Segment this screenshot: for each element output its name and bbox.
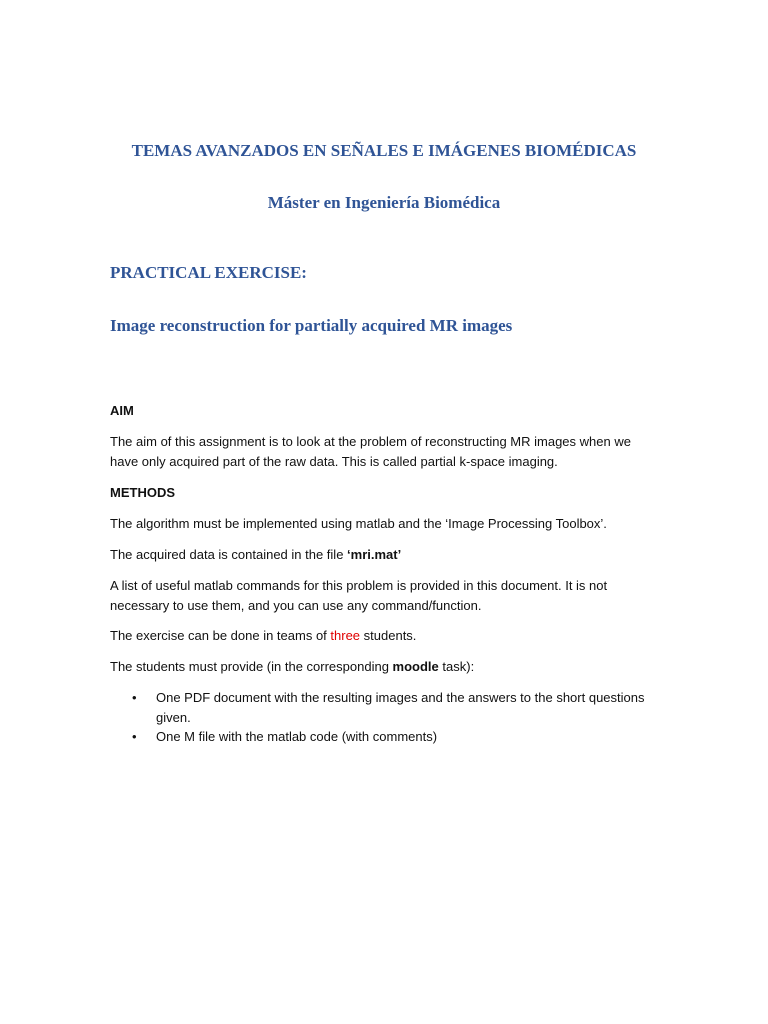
teams-count-highlight: three xyxy=(330,628,361,643)
teams-suffix: students. xyxy=(360,628,417,643)
methods-paragraph-toolbox: The algorithm must be implemented using matlab and the ‘Image Processing Toolbox’. xyxy=(110,516,607,531)
aim-heading: AIM xyxy=(110,403,134,418)
deliverables-prefix: The students must provide (in the corresponding xyxy=(110,659,393,674)
deliverables-suffix: task): xyxy=(438,659,475,674)
data-file-name: ‘mri.mat’ xyxy=(347,547,402,562)
teams-prefix: The exercise can be done in teams of xyxy=(110,628,331,643)
methods-paragraph-commands: A list of useful matlab commands for this problem is provided in this document. It is not necessary to use them, and you can use any command/function. xyxy=(110,578,608,613)
list-item xyxy=(132,688,652,728)
data-file-prefix: The acquired data is contained in the file xyxy=(110,547,348,562)
list-item-text: One PDF document with the resulting images and the answers to the short questions given. xyxy=(156,690,645,725)
bullet-icon: • xyxy=(132,729,137,744)
exercise-title: Image reconstruction for partially acquired MR images xyxy=(110,316,513,335)
methods-paragraph-data-file xyxy=(110,545,655,565)
methods-paragraph-teams xyxy=(110,626,655,646)
course-title: TEMAS AVANZADOS EN SEÑALES E IMÁGENES BIOMÉDICAS xyxy=(131,141,637,160)
list-item xyxy=(132,727,652,747)
practical-exercise-label: PRACTICAL EXERCISE: xyxy=(110,263,307,282)
list-item-text: One M file with the matlab code (with comments) xyxy=(156,729,438,744)
methods-paragraph-deliverables xyxy=(110,657,655,677)
methods-heading: METHODS xyxy=(110,485,175,500)
moodle-bold: moodle xyxy=(392,659,439,674)
aim-paragraph: The aim of this assignment is to look at the problem of reconstructing MR images when we have only acquired part of the raw data. This is called partial k-space imaging. xyxy=(110,434,631,469)
master-title: Máster en Ingeniería Biomédica xyxy=(267,193,501,212)
bullet-icon: • xyxy=(132,690,137,705)
